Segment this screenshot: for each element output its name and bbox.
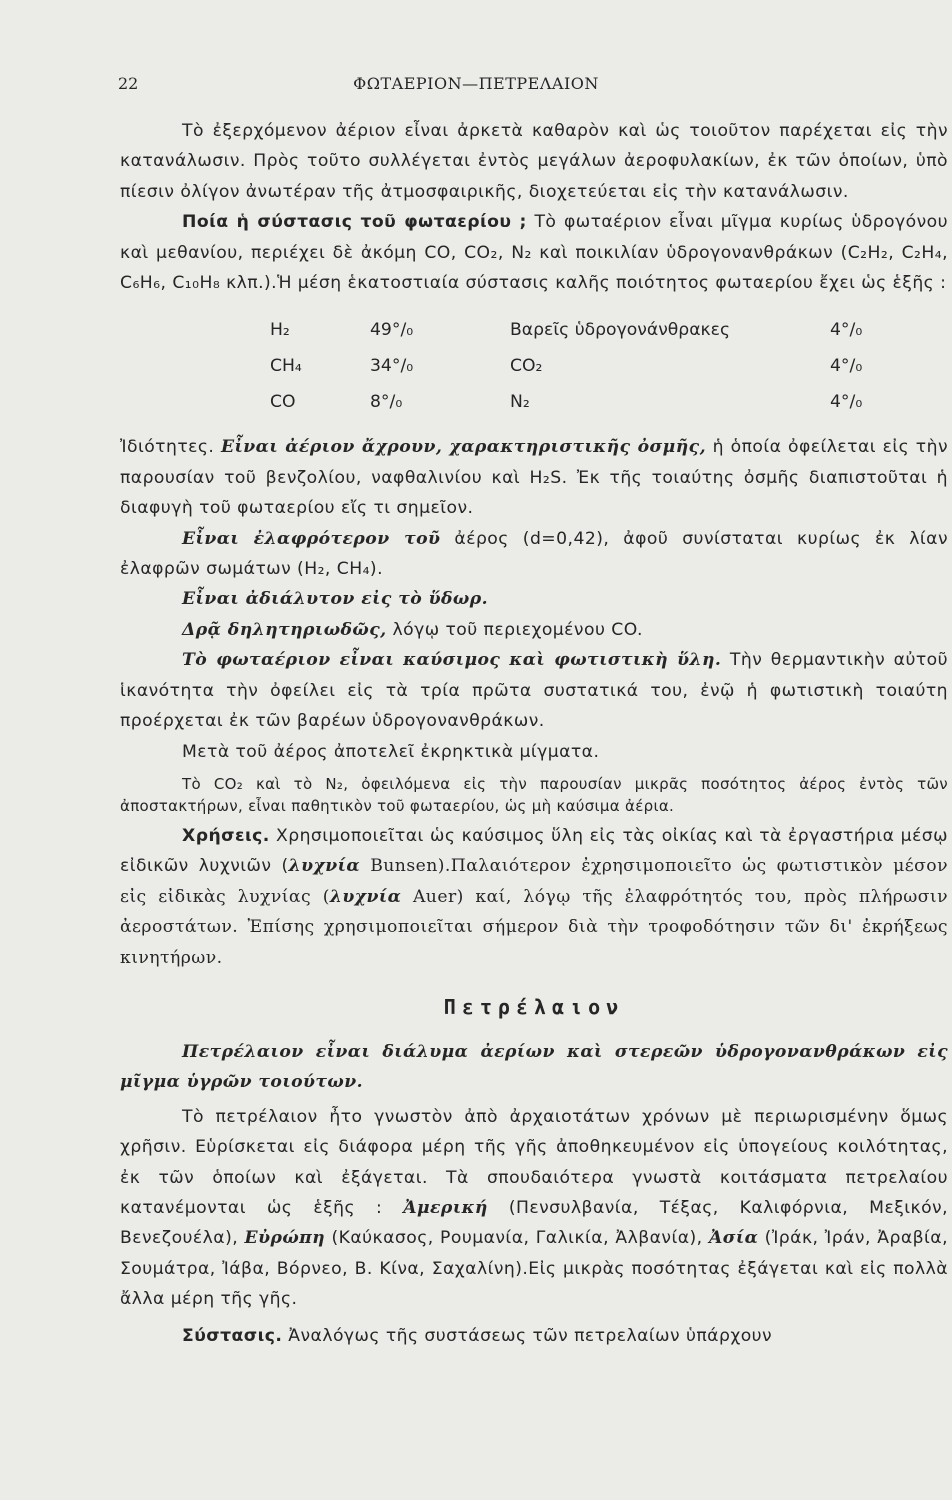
uses-text: Auer) καί, λόγῳ τῆς ἐλαφρότητός του, πρὸς πλήρωσιν ἀεροστάτων. Ἐπίσης χρησιμοποιεῖται σήμερον διὰ τὴν τροφοδότησιν τῶν δι' ἐκρήξεως κινητήρων. <box>120 886 948 968</box>
paragraph-uses <box>120 821 948 973</box>
paragraph-lighter <box>120 524 948 585</box>
table-row <box>270 312 920 348</box>
composition-question-text: Τὸ φωταέριον εἶναι μῖγμα κυρίως ὑδρογόνου καὶ μεθανίου, περιέχει δὲ ἀκόμη CO, CO₂, N₂ καὶ ποικιλίαν ὑδρογονανθράκων (C₂H₂, C₂H₄, C₆H₆, C₁₀H₈ κλπ.).Ἡ μέση ἑκατοστιαία σύστασις καλῆς ποιότητος φωταερίου ἔχει ὡς ἑξῆς : <box>120 212 948 294</box>
petroleum-definition: Πετρέλαιον εἶναι διάλυμα ἀερίων καὶ στερεῶν ὑδρογονανθράκων εἰς μῖγμα ὑγρῶν τοιούτων. <box>120 1041 948 1093</box>
petroleum-text: (Πενσυλβανία, Τέξας, Καλιφόρνια, Μεξικόν, Βενεζουέλα), <box>120 1197 949 1249</box>
gas-percent: 8°/₀ <box>370 392 403 413</box>
gas-name: CH₄ <box>270 356 302 377</box>
composition-label: Σύστασις. <box>182 1325 283 1346</box>
petroleum-text: (Καύκασος, Ρουμανία, Γαλικία, Ἀλβανία), <box>325 1228 709 1249</box>
uses-text: Bunsen).Παλαιότερον ἐχρησιμοποιεῖτο ὡς φωτιστικὸν μέσον εἰς εἰδικὰς λυχνίας ( <box>120 856 948 907</box>
paragraph-explosive: Μετὰ τοῦ ἀέρος ἀποτελεῖ ἐκρηκτικὰ μίγματα. <box>182 741 600 762</box>
property-lighter-text: ἀέρος (d=0,42), ἀφοῦ συνίσταται κυρίως ἐκ λίαν ἐλαφρῶν σωμάτων (H₂, CH₄). <box>120 528 949 580</box>
paragraph-insoluble <box>120 584 948 614</box>
gas-percent: 4°/₀ <box>830 392 863 413</box>
gas-name: N₂ <box>510 392 530 413</box>
paragraph-properties <box>120 432 948 523</box>
gas-percent: 34°/₀ <box>370 356 414 377</box>
section-title: Πετρέλαιον <box>443 994 625 1019</box>
table-row <box>270 384 920 420</box>
lamp-term: λυχνία <box>329 886 402 907</box>
paragraph-composition-question <box>120 207 948 298</box>
paragraph-gas-output: Τὸ ἐξερχόμενον ἀέριον εἶναι ἀρκετὰ καθαρὸν καὶ ὡς τοιοῦτον παρέχεται εἰς τὴν κατανάλωσιν. Πρὸς τοῦτο συλλέγεται ἐντὸς μεγάλων ἀεροφυλακίων, ἐκ τῶν ὁποίων, ὑπὸ πίεσιν ὀλίγον ἀνωτέραν τῆς ἀτμοσφαιρικῆς, διοχετεύεται εἰς τὴν κατανάλωσιν. <box>120 121 948 202</box>
footnote: Τὸ CO₂ καὶ τὸ N₂, ὀφειλόμενα εἰς τὴν παρουσίαν μικρᾶς ποσότητος ἀέρος ἐντὸς τῶν ἀποστακτήρων, εἶναι παθητικὸν τοῦ φωταερίου, ὡς μὴ καύσιμα ἀέρια. <box>120 774 948 815</box>
gas-name: H₂ <box>270 320 290 341</box>
region-asia: Ἀσία <box>708 1228 759 1249</box>
property-odor-text: ἡ ὁποία ὀφείλεται εἰς τὴν παρουσίαν τοῦ βενζολίου, ναφθαλινίου καὶ H₂S. Ἐκ τῆς τοιαύτης ὀσμῆς διαπιστοῦται ἡ διαφυγὴ τοῦ φωταερίου εἴς τι σημεῖον. <box>120 437 948 519</box>
property-fuel-text: Τὴν θερμαντικὴν αὐτοῦ ἱκανότητα τὴν ὀφείλει εἰς τὰ τρία πρῶτα συστατικά του, ἐνῷ ἡ φωτιστικὴ τοιαύτη προέρχεται ἐκ τῶν βαρέων ὑδρογονανθράκων. <box>120 650 948 732</box>
paragraph-petroleum <box>120 1102 948 1315</box>
page-body <box>120 116 948 1351</box>
lamp-term: λυχνία <box>288 856 361 877</box>
properties-label: Ἰδιότητες. <box>120 437 215 458</box>
running-title: ΦΩΤΑΕΡΙΟΝ—ΠΕΤΡΕΛΑΙΟΝ <box>353 74 599 93</box>
property-lighter: Εἶναι ἐλαφρότερον τοῦ <box>182 528 441 549</box>
property-toxic: Δρᾷ δηλητηριωδῶς, <box>182 619 387 640</box>
petroleum-text: Τὸ πετρέλαιον ἦτο γνωστὸν ἀπὸ ἀρχαιοτάτων χρόνων μὲ περιωρισμένην ὅμως χρῆσιν. Εὑρίσκεται εἰς διάφορα μέρη τῆς γῆς ἀποθηκευμένον εἰς ὑπογείους κοιλότητας, ἐκ τῶν ὁποίων καὶ ἐξάγεται. Τὰ σπουδαιότερα γνωστὰ κοιτάσματα πετρελαίου κατανέμονται ὡς ἑξῆς : <box>120 1106 948 1218</box>
property-odor: Εἶναι ἀέριον ἄχρουν, χαρακτηριστικῆς ὀσμῆς, <box>220 437 707 458</box>
gas-name: Βαρεῖς ὑδρογονάνθρακες <box>510 320 731 341</box>
region-america: Ἀμερική <box>403 1197 488 1218</box>
page-number: 22 <box>118 74 139 93</box>
composition-text: Ἀναλόγως τῆς συστάσεως τῶν πετρελαίων ὑπάρχουν <box>288 1325 773 1346</box>
gas-percent: 4°/₀ <box>830 356 863 377</box>
composition-table <box>270 312 920 420</box>
paragraph-toxic <box>120 615 948 645</box>
page-header <box>0 74 952 98</box>
petroleum-text: (Ἰράκ, Ἰράν, Ἀραβία, Σουμάτρα, Ἰάβα, Βόρνεο, Β. Κίνα, Σαχαλίνη).Εἰς μικρὰς ποσότητας ἐξάγεται καὶ εἰς πολλὰ ἄλλα μέρη τῆς γῆς. <box>120 1228 948 1310</box>
property-insoluble: Εἶναι ἀδιάλυτον εἰς τὸ ὕδωρ. <box>182 589 489 610</box>
region-europe: Εὐρώπη <box>244 1228 326 1249</box>
gas-percent: 49°/₀ <box>370 320 414 341</box>
table-row <box>270 348 920 384</box>
property-fuel: Τὸ φωταέριον εἶναι καύσιμος καὶ φωτιστικὴ ὕλη. <box>182 650 722 671</box>
paragraph-composition <box>120 1321 948 1351</box>
property-toxic-text: λόγῳ τοῦ περιεχομένου CO. <box>392 619 643 640</box>
uses-text: Χρησιμοποιεῖται ὡς καύσιμος ὕλη εἰς τὰς οἰκίας καὶ τὰ ἐργαστήρια μέσῳ εἰδικῶν λυχνιῶν ( <box>120 825 948 877</box>
gas-name: CO₂ <box>510 356 543 377</box>
paragraph-fuel <box>120 645 948 736</box>
gas-percent: 4°/₀ <box>830 320 863 341</box>
composition-question-heading: Ποία ἡ σύστασις τοῦ φωταερίου ; <box>182 212 527 233</box>
gas-name: CO <box>270 392 296 413</box>
uses-label: Χρήσεις. <box>182 825 270 846</box>
